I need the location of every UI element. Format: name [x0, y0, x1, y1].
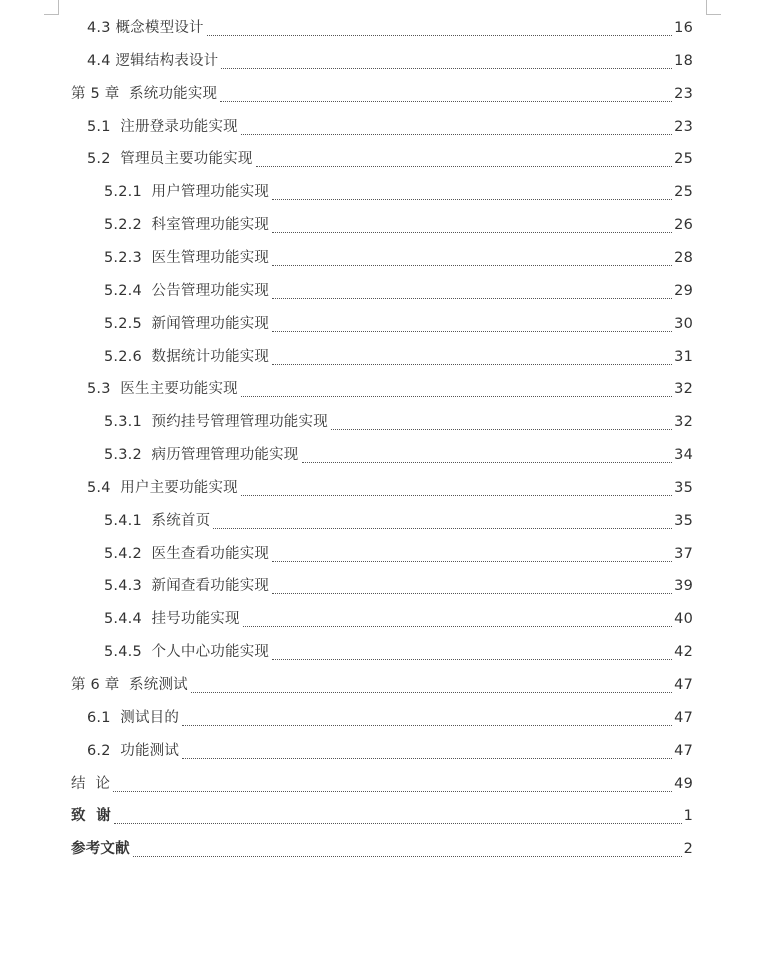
toc-entry-page-number: 40: [674, 611, 693, 628]
toc-entry[interactable]: [87, 9, 693, 42]
toc-entry-page-number: 32: [674, 381, 693, 398]
toc-entry[interactable]: [87, 140, 693, 173]
toc-entry-title: 5.2.4 公告管理功能实现: [104, 282, 270, 299]
toc-entry-page-number: 47: [674, 742, 693, 759]
toc-entry[interactable]: [104, 600, 693, 633]
toc-dot-leader: [213, 527, 672, 529]
toc-dot-leader: [272, 592, 672, 594]
toc-entry-title: 5.4.2 医生查看功能实现: [104, 545, 270, 562]
toc-entry-title: 5.2.1 用户管理功能实现: [104, 184, 270, 201]
toc-entry-title: 5.2 管理员主要功能实现: [87, 151, 253, 168]
toc-dot-leader: [241, 133, 672, 135]
toc-entry[interactable]: [104, 338, 693, 371]
toc-dot-leader: [182, 757, 672, 759]
toc-entry-page-number: 29: [674, 282, 693, 299]
toc-entry-title: 5.4.3 新闻查看功能实现: [104, 578, 270, 595]
toc-entry[interactable]: [104, 305, 693, 338]
toc-entry-title: 5.1 注册登录功能实现: [87, 118, 238, 135]
toc-entry[interactable]: [87, 370, 693, 403]
toc-dot-leader: [241, 494, 672, 496]
toc-entry[interactable]: [104, 502, 693, 535]
toc-entry-page-number: 25: [674, 151, 693, 168]
toc-entry-title: 6.1 测试目的: [87, 709, 180, 726]
toc-dot-leader: [272, 658, 672, 660]
toc-dot-leader: [272, 330, 672, 332]
toc-entry-page-number: 35: [674, 479, 693, 496]
toc-entry-title: 结 论: [71, 775, 111, 792]
toc-entry-page-number: 34: [674, 447, 693, 464]
toc-dot-leader: [331, 428, 672, 430]
toc-entry-title: 参考文献: [71, 841, 130, 858]
toc-dot-leader: [113, 790, 672, 792]
toc-entry-page-number: 16: [674, 20, 693, 36]
toc-dot-leader: [114, 822, 682, 824]
toc-dot-leader: [272, 264, 672, 266]
toc-entry[interactable]: [71, 666, 693, 699]
toc-entry[interactable]: [87, 469, 693, 502]
toc-entry-title: 6.2 功能测试: [87, 742, 180, 759]
toc-entry[interactable]: [87, 42, 693, 75]
toc-entry-title: 5.3.1 预约挂号管理管理功能实现: [104, 414, 328, 431]
toc-entry[interactable]: [104, 403, 693, 436]
toc-entry[interactable]: [71, 765, 693, 798]
toc-dot-leader: [220, 100, 672, 102]
toc-entry-title: 第 6 章 系统测试: [71, 677, 188, 693]
toc-entry-title: 5.3 医生主要功能实现: [87, 381, 238, 398]
toc-dot-leader: [243, 625, 672, 627]
page-corner-mark-right: [706, 0, 721, 15]
page-corner-mark-left: [44, 0, 59, 15]
toc-entry-title: 5.2.6 数据统计功能实现: [104, 348, 270, 365]
toc-entry-title: 5.4.4 挂号功能实现: [104, 611, 240, 628]
toc-entry-page-number: 23: [674, 85, 693, 102]
toc-entry-page-number: 1: [683, 808, 693, 825]
toc-entry-page-number: 31: [674, 348, 693, 365]
toc-entry[interactable]: [87, 732, 693, 765]
toc-entry-title: 致 谢: [71, 808, 111, 825]
toc-entry-title: 5.4.5 个人中心功能实现: [104, 644, 270, 661]
toc-entry-title: 5.4 用户主要功能实现: [87, 479, 238, 496]
toc-entry-page-number: 26: [674, 217, 693, 234]
toc-entry-page-number: 23: [674, 118, 693, 135]
toc-dot-leader: [272, 231, 672, 233]
toc-dot-leader: [182, 724, 672, 726]
toc-entry-title: 5.2.5 新闻管理功能实现: [104, 315, 270, 332]
toc-entry[interactable]: [104, 206, 693, 239]
toc-entry[interactable]: [71, 797, 693, 830]
toc-dot-leader: [256, 165, 673, 167]
toc-entry[interactable]: [104, 567, 693, 600]
toc-entry-title: 5.4.1 系统首页: [104, 512, 211, 529]
toc-entry[interactable]: [87, 108, 693, 141]
toc-entry[interactable]: [104, 535, 693, 568]
toc-dot-leader: [133, 855, 682, 857]
toc-entry-page-number: 42: [674, 644, 693, 661]
toc-dot-leader: [272, 560, 672, 562]
toc-entry-title: 5.2.3 医生管理功能实现: [104, 249, 270, 266]
toc-entry-page-number: 47: [674, 677, 693, 693]
toc-entry-title: 5.3.2 病历管理管理功能实现: [104, 447, 299, 464]
toc-entry-page-number: 47: [674, 709, 693, 726]
toc-entry[interactable]: [104, 436, 693, 469]
toc-dot-leader: [221, 67, 672, 69]
toc-entry-page-number: 35: [674, 512, 693, 529]
toc-entry-title: 第 5 章 系统功能实现: [71, 85, 218, 102]
toc-entry[interactable]: [104, 633, 693, 666]
toc-entry[interactable]: [104, 173, 693, 206]
toc-entry-title: 4.4 逻辑结构表设计: [87, 52, 219, 69]
toc-entry[interactable]: [71, 830, 693, 863]
toc-entry[interactable]: [71, 75, 693, 108]
toc-dot-leader: [207, 34, 672, 36]
toc-dot-leader: [272, 363, 672, 365]
toc-dot-leader: [191, 691, 672, 693]
toc-entry-page-number: 2: [683, 841, 693, 858]
toc-entry-title: 5.2.2 科室管理功能实现: [104, 217, 270, 234]
toc-dot-leader: [272, 198, 672, 200]
toc-entry-page-number: 32: [674, 414, 693, 431]
toc-entry[interactable]: [104, 239, 693, 272]
toc-entry-page-number: 39: [674, 578, 693, 595]
toc-entry-page-number: 25: [674, 184, 693, 201]
toc-entry-page-number: 18: [674, 52, 693, 69]
toc-entry-page-number: 37: [674, 545, 693, 562]
toc-entry-title: 4.3 概念模型设计: [87, 20, 204, 36]
toc-entry[interactable]: [104, 272, 693, 305]
toc-entry-page-number: 28: [674, 249, 693, 266]
toc-dot-leader: [272, 297, 672, 299]
toc-entry-page-number: 30: [674, 315, 693, 332]
toc-entry[interactable]: [87, 699, 693, 732]
toc-entry-page-number: 49: [674, 775, 693, 792]
toc-dot-leader: [241, 395, 672, 397]
toc-dot-leader: [302, 461, 673, 463]
